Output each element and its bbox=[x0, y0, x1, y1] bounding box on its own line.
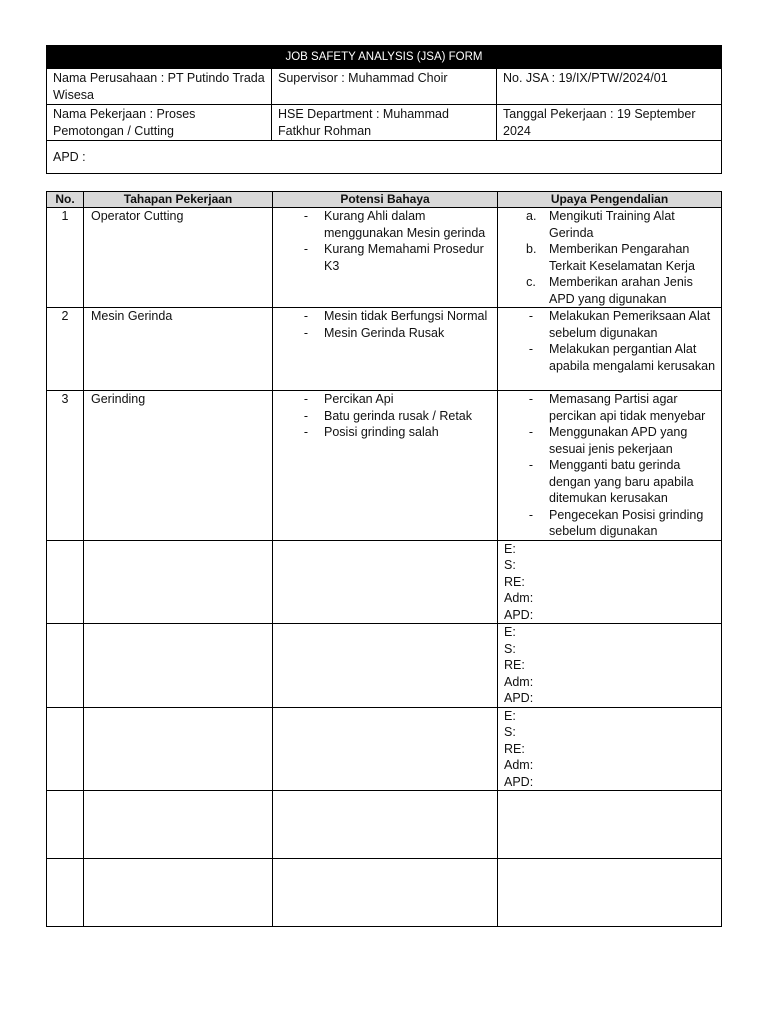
code-apd: APD: bbox=[504, 691, 534, 705]
code-re: RE: bbox=[504, 658, 525, 672]
job-step bbox=[84, 624, 273, 708]
work-date: Tanggal Pekerjaan : 19 September 2024 bbox=[497, 105, 722, 141]
code-adm: Adm: bbox=[504, 591, 534, 605]
code-adm: Adm: bbox=[504, 674, 534, 689]
control-item: b. Memberikan Pengarahan Terkait Keselamatan Kerja bbox=[526, 242, 695, 273]
row-number bbox=[47, 859, 84, 927]
company-name: Nama Perusahaan : PT Putindo Trada Wisesa bbox=[47, 69, 272, 105]
hazard-cell bbox=[273, 391, 498, 541]
hazard-cell bbox=[273, 707, 498, 791]
control-cell bbox=[498, 391, 722, 541]
apd-field: APD : bbox=[47, 141, 722, 174]
control-item: - Mengganti batu gerinda dengan yang baru apabila ditemukan kerusakan bbox=[528, 458, 694, 505]
code-apd: APD: bbox=[504, 774, 534, 789]
control-cell bbox=[498, 624, 722, 708]
form-title: JOB SAFETY ANALYSIS (JSA) FORM bbox=[47, 46, 722, 69]
job-step bbox=[84, 859, 273, 927]
job-step: Gerinding bbox=[84, 391, 273, 541]
control-cell bbox=[498, 791, 722, 859]
control-item: - Memasang Partisi agar percikan api tidak menyebar bbox=[528, 392, 706, 423]
control-cell bbox=[498, 308, 722, 391]
job-step: Mesin Gerinda bbox=[84, 308, 273, 391]
hazard-item: - Kurang Memahami Prosedur K3 bbox=[303, 242, 484, 273]
hazard-item: - Mesin Gerinda Rusak bbox=[303, 325, 445, 340]
header-no: No. bbox=[47, 192, 84, 208]
control-item: - Melakukan Pemeriksaan Alat sebelum digunakan bbox=[528, 309, 711, 340]
table-row bbox=[47, 707, 722, 791]
hazard-item: - Batu gerinda rusak / Retak bbox=[303, 408, 472, 423]
table-row bbox=[47, 540, 722, 624]
hazard-cell bbox=[273, 540, 498, 624]
control-cell bbox=[498, 707, 722, 791]
hazard-cell bbox=[273, 859, 498, 927]
header-hazard: Potensi Bahaya bbox=[273, 192, 498, 208]
control-item: c. Memberikan arahan Jenis APD yang digunakan bbox=[526, 275, 693, 306]
hazard-item: - Posisi grinding salah bbox=[303, 425, 439, 439]
code-s: S: bbox=[504, 558, 516, 572]
header-control: Upaya Pengendalian bbox=[498, 192, 722, 208]
code-s: S: bbox=[504, 725, 516, 739]
supervisor: Supervisor : Muhammad Choir bbox=[272, 69, 497, 105]
table-row bbox=[47, 859, 722, 927]
row-number: 2 bbox=[47, 308, 84, 391]
table-row bbox=[47, 208, 722, 308]
code-re: RE: bbox=[504, 574, 525, 589]
table-row bbox=[47, 391, 722, 541]
table-header-row bbox=[47, 192, 722, 208]
job-step: Operator Cutting bbox=[84, 208, 273, 308]
hse-department: HSE Department : Muhammad Fatkhur Rohman bbox=[272, 105, 497, 141]
job-name: Nama Pekerjaan : Proses Pemotongan / Cutting bbox=[47, 105, 272, 141]
table-row bbox=[47, 791, 722, 859]
row-number bbox=[47, 624, 84, 708]
row-number: 3 bbox=[47, 391, 84, 541]
job-step bbox=[84, 791, 273, 859]
table-row bbox=[47, 624, 722, 708]
code-s: S: bbox=[504, 641, 516, 656]
code-apd: APD: bbox=[504, 607, 534, 622]
row-number: 1 bbox=[47, 208, 84, 308]
hazard-item: - Mesin tidak Berfungsi Normal bbox=[303, 309, 488, 323]
hazard-cell bbox=[273, 308, 498, 391]
control-cell bbox=[498, 208, 722, 308]
jsa-number: No. JSA : 19/IX/PTW/2024/01 bbox=[497, 69, 722, 105]
hazard-item: - Percikan Api bbox=[303, 392, 394, 406]
control-item: - Pengecekan Posisi grinding sebelum digunakan bbox=[528, 507, 704, 538]
code-e: E: bbox=[504, 708, 516, 723]
row-number bbox=[47, 707, 84, 791]
header-step: Tahapan Pekerjaan bbox=[84, 192, 273, 208]
hazard-cell bbox=[273, 791, 498, 859]
code-e: E: bbox=[504, 625, 516, 639]
control-cell bbox=[498, 859, 722, 927]
hazard-item: - Kurang Ahli dalam menggunakan Mesin gerinda bbox=[303, 209, 486, 240]
job-step bbox=[84, 707, 273, 791]
control-item: a. Mengikuti Training Alat Gerinda bbox=[526, 209, 675, 240]
hazard-cell bbox=[273, 624, 498, 708]
code-re: RE: bbox=[504, 741, 525, 756]
row-number bbox=[47, 791, 84, 859]
control-item: - Melakukan pergantian Alat apabila mengalami kerusakan bbox=[528, 342, 716, 373]
code-adm: Adm: bbox=[504, 758, 534, 772]
hazard-cell bbox=[273, 208, 498, 308]
code-e: E: bbox=[504, 541, 516, 556]
control-item: - Menggunakan APD yang sesuai jenis pekerjaan bbox=[528, 425, 688, 456]
job-step bbox=[84, 540, 273, 624]
control-cell bbox=[498, 540, 722, 624]
row-number bbox=[47, 540, 84, 624]
table-row bbox=[47, 308, 722, 391]
jsa-analysis-table bbox=[46, 191, 722, 927]
jsa-header-table bbox=[46, 45, 722, 174]
